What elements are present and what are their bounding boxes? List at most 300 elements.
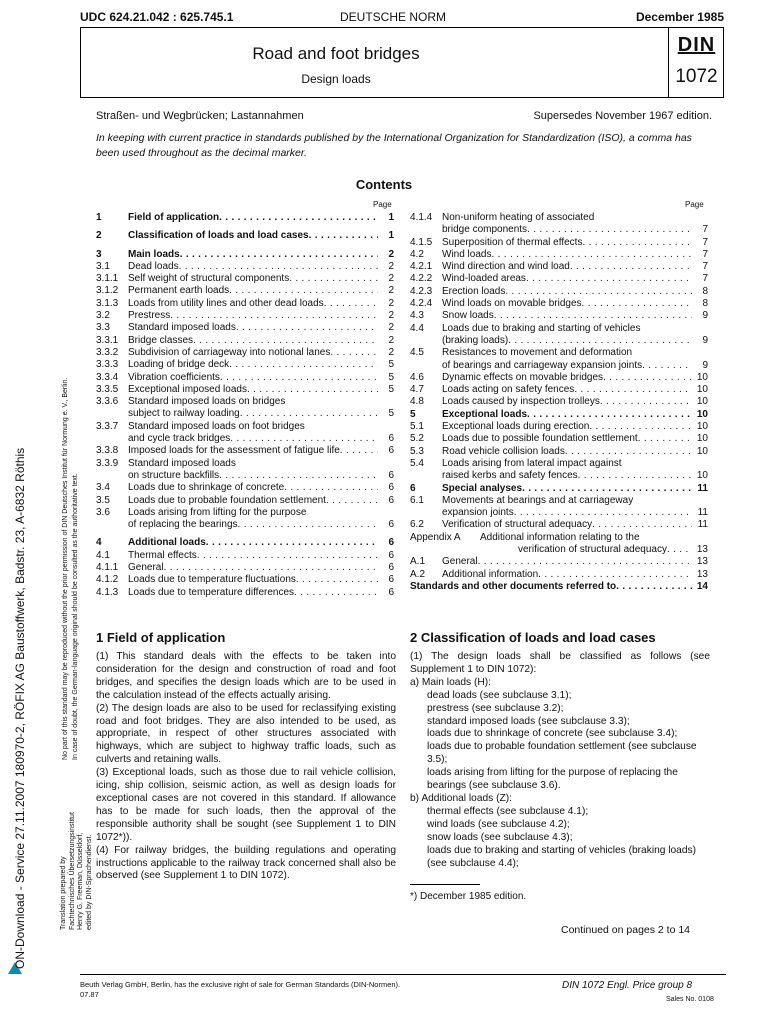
- toc-entry: [410, 298, 708, 310]
- toc-entry-title: Movements at bearings and at carriageway: [442, 494, 634, 506]
- toc-entry-page: 11: [697, 482, 708, 494]
- toc-entry-number: 6.2: [410, 519, 424, 531]
- main-loads-list: [410, 690, 710, 793]
- toc-dot-leader: [247, 384, 378, 396]
- toc-entry: [410, 212, 708, 224]
- toc-entry: [410, 286, 708, 298]
- toc-entry-number: 4.2.2: [410, 273, 433, 285]
- toc-entry-title: Loading of bridge deck: [128, 359, 230, 371]
- toc-entry-title: Loads due to temperature fluctuations: [128, 574, 296, 586]
- toc-entry-number: 4.8: [410, 396, 424, 408]
- toc-entry-number: 3.1.3: [96, 297, 119, 309]
- footnote: *) December 1985 edition.: [410, 891, 527, 902]
- toc-entry-title: Loads due to possible foundation settlement: [442, 433, 638, 445]
- toc-dot-leader: [240, 408, 378, 420]
- section-1: [96, 630, 396, 883]
- section-1-heading: 1 Field of application: [96, 630, 226, 645]
- footer-rule: [80, 974, 726, 975]
- toc-entry-page: 7: [702, 236, 708, 248]
- load-list-item: loads due to braking and starting of vehicles (braking loads) (see subclause 4.4);: [427, 844, 696, 869]
- document-subtitle: Design loads: [301, 72, 371, 86]
- toc-entry-number: 4.2.4: [410, 298, 433, 310]
- translation-note: [60, 812, 94, 930]
- toc-dot-leader: [170, 310, 378, 322]
- toc-entry-title: Loads caused by inspection trolleys: [442, 396, 600, 408]
- toc-entry: [96, 335, 394, 347]
- toc-entry: [96, 550, 394, 562]
- toc-dot-leader: [522, 483, 692, 495]
- toc-entry-title: Snow loads: [442, 310, 494, 322]
- toc-entry-title: Loads due to temperature differences: [128, 586, 295, 598]
- toc-entry-page: 11: [697, 507, 708, 519]
- toc-entry-title: (braking loads): [442, 334, 509, 346]
- toc-entry-page: 7: [702, 224, 708, 236]
- toc-entry-title: Wind loads on movable bridges: [442, 298, 582, 310]
- toc-dot-leader: [527, 409, 692, 421]
- toc-entry-page: 5: [388, 383, 394, 395]
- toc-entry-page: 6: [388, 469, 394, 481]
- toc-entry-title: Standard imposed loads: [128, 322, 236, 334]
- toc-entry-page: 6: [388, 445, 394, 457]
- toc-entry: [410, 261, 708, 273]
- toc-entry-title: Exceptional loads during erection: [442, 421, 590, 433]
- toc-entry: [96, 285, 394, 297]
- toc-entry: [410, 519, 708, 531]
- footer-code: 07.87: [80, 990, 99, 999]
- toc-dot-leader: [340, 445, 378, 457]
- toc-entry-number: 3.1: [96, 260, 110, 272]
- toc-entry: [410, 409, 708, 421]
- toc-entry-page: 11: [697, 519, 708, 531]
- toc-dot-leader: [565, 446, 692, 458]
- toc-entry-title: Standard imposed loads: [128, 457, 236, 469]
- section-1-para-4: (4) For railway bridges, the building regulations and operating instructions applicable to the railway track concerned shall also be observed (see Supplement 1 to DIN 1072).: [96, 844, 396, 882]
- load-list-item: thermal effects (see subclause 4.1);: [427, 805, 589, 817]
- toc-entry-page: 10: [696, 421, 708, 433]
- toc-entry-title: Non-uniform heating of associated: [442, 212, 595, 223]
- toc-entry-page: 6: [388, 433, 394, 445]
- toc-entry-page: 13: [696, 544, 708, 556]
- toc-entry: [96, 433, 394, 445]
- toc-entry-number: 6: [410, 482, 416, 494]
- toc-entry-number: 3.1.2: [96, 285, 119, 297]
- toc-entry: [96, 507, 394, 519]
- toc-entry-title: Subdivision of carriageway into notional lanes: [128, 346, 331, 358]
- toc-entry-page: 2: [388, 285, 394, 297]
- toc-dot-leader: [570, 261, 692, 273]
- toc-entry: [410, 446, 708, 458]
- toc-entry-page: 10: [696, 445, 708, 457]
- toc-entry-page: 10: [696, 470, 708, 482]
- toc-entry: [96, 495, 394, 507]
- toc-entry-number: 5.2: [410, 433, 424, 445]
- toc-entry: [410, 384, 708, 396]
- toc-entry: [96, 384, 394, 396]
- toc-entry-title: Special analyses: [442, 482, 523, 494]
- toc-entry-title: Self weight of structural components: [128, 273, 290, 285]
- toc-entry-page: 1: [388, 230, 394, 242]
- toc-entry-page: 2: [388, 248, 394, 260]
- toc-entry-page: 13: [696, 556, 708, 568]
- toc-entry-title: Wind-loaded areas: [442, 273, 526, 285]
- document-title: Road and foot bridges: [252, 44, 420, 63]
- toc-entry-number: [96, 519, 128, 531]
- footer-din-price: DIN 1072 Engl. Price group 8: [562, 980, 693, 991]
- toc-entry-page: 10: [696, 408, 708, 420]
- toc-dot-leader: [526, 273, 692, 285]
- toc-dot-leader: [219, 470, 378, 482]
- toc-entry: [96, 261, 394, 273]
- toc-entry: [410, 421, 708, 433]
- toc-dot-leader: [527, 224, 692, 236]
- toc-entry: [410, 458, 708, 470]
- toc-entry: [96, 408, 394, 420]
- toc-dot-leader: [478, 556, 692, 568]
- german-title: Straßen- und Wegbrücken; Lastannahmen: [96, 110, 304, 122]
- toc-dot-leader: [193, 335, 378, 347]
- toc-dot-leader: [294, 587, 378, 599]
- sales-number: Sales No. 0108: [666, 996, 714, 1003]
- toc-entry: [96, 562, 394, 574]
- toc-entry-page: 6: [388, 574, 394, 586]
- toc-entry: [410, 335, 708, 347]
- toc-entry-number: 4.1.2: [96, 574, 119, 586]
- toc-entry-page: 8: [702, 285, 708, 297]
- footer-publisher: [80, 980, 400, 1000]
- load-list-item: loads due to shrinkage of concrete (see subclause 3.4);: [427, 728, 678, 740]
- toc-entry-page: 1: [388, 212, 394, 223]
- toc-entry: [96, 519, 394, 531]
- toc-entry-number: [410, 335, 442, 347]
- toc-entry-page: 2: [388, 310, 394, 322]
- toc-entry-number: 3: [96, 248, 102, 260]
- toc-entry: [96, 212, 394, 224]
- toc-entry-title: Verification of structural adequacy: [442, 519, 593, 531]
- toc-entry-title: Vibration coefficients: [128, 371, 220, 383]
- toc-entry-title: verification of structural adequacy: [518, 544, 667, 556]
- toc-entry-title: Wind loads: [442, 248, 492, 260]
- toc-dot-leader: [326, 495, 378, 507]
- toc-entry-page: 10: [696, 396, 708, 408]
- page-column-label-left: Page: [373, 200, 392, 209]
- toc-entry: [410, 470, 708, 482]
- toc-entry-page: 10: [696, 371, 708, 383]
- toc-entry-title: Resistances to movement and deformation: [442, 347, 633, 359]
- toc-entry-number: [410, 507, 442, 519]
- footnote-rule: [410, 884, 480, 885]
- toc-entry-page: 6: [388, 586, 394, 598]
- toc-entry: [96, 298, 394, 310]
- toc-entry: [96, 421, 394, 433]
- additional-loads-list: [410, 806, 710, 871]
- toc-entry-title: Dynamic effects on movable bridges: [442, 371, 604, 383]
- toc-entry: [410, 544, 708, 556]
- toc-left-column: [96, 212, 394, 599]
- toc-entry-page: 7: [702, 261, 708, 273]
- toc-entry: [410, 273, 708, 285]
- toc-entry: [410, 249, 708, 261]
- toc-entry-number: 5: [410, 408, 416, 420]
- toc-entry-title: Dead loads: [128, 260, 179, 272]
- contents-heading: Contents: [355, 177, 413, 192]
- toc-entry: [410, 347, 708, 359]
- toc-entry-page: 8: [702, 298, 708, 310]
- toc-entry-title: Additional information relating to the: [480, 531, 640, 543]
- toc-entry-number: 4.1.4: [410, 212, 433, 223]
- toc-entry-number: 4.7: [410, 384, 424, 396]
- toc-dot-leader: [197, 550, 378, 562]
- toc-entry-page: 2: [388, 297, 394, 309]
- norm-label: DEUTSCHE NORM: [340, 10, 447, 24]
- toc-entry-page: 2: [388, 334, 394, 346]
- toc-entry-title: Bridge classes: [128, 334, 194, 346]
- toc-entry: [410, 483, 708, 495]
- toc-entry: [410, 396, 708, 408]
- toc-entry-title: General: [128, 562, 164, 574]
- decimal-marker-note: In keeping with current practice in standards published by the International Organization for Standardization (ISO), a comma has been used throughout as the decimal marker.: [96, 132, 692, 159]
- toc-entry-number: 1: [96, 212, 102, 223]
- toc-entry-page: 2: [388, 273, 394, 285]
- toc-entry-number: 3.5: [96, 494, 110, 506]
- toc-entry: [96, 396, 394, 408]
- toc-entry-page: 7: [702, 273, 708, 285]
- toc-entry-page: 6: [388, 549, 394, 561]
- toc-entry-title: Exceptional imposed loads: [128, 383, 247, 395]
- toc-dot-leader: [220, 372, 378, 384]
- toc-entry-number: 4.1.1: [96, 562, 119, 574]
- toc-dot-leader: [638, 433, 692, 445]
- toc-entry-title: Additional loads: [128, 537, 206, 549]
- toc-entry-number: [410, 360, 442, 372]
- load-list-item: loads arising from lifting for the purpose of replacing the bearings (see subclause 3.6).: [427, 767, 678, 792]
- toc-entry-number: [96, 433, 128, 445]
- toc-entry-title: expansion joints: [442, 507, 514, 519]
- section-1-para-1: (1) This standard deals with the effects to be taken into consideration for the design and construction of road and foot bridges, and specifies the design loads which are to be used in the calculation instead of the effects actually arising.: [96, 651, 396, 701]
- toc-entry-title: Prestress: [128, 310, 171, 322]
- toc-dot-leader: [600, 396, 692, 408]
- toc-dot-leader: [578, 470, 692, 482]
- toc-dot-leader: [667, 544, 692, 556]
- toc-entry: [96, 458, 394, 470]
- toc-entry-title: Loads due to braking and starting of vehicles: [442, 322, 641, 334]
- supersedes-note: Supersedes November 1967 edition.: [533, 110, 712, 122]
- din-number: 1072: [675, 66, 718, 87]
- toc-entry-title: Superposition of thermal effects: [442, 236, 583, 248]
- load-list-item: prestress (see subclause 3.2);: [427, 702, 564, 714]
- load-list-item: standard imposed loads (see subclause 3.3);: [427, 715, 630, 727]
- main-loads-label: a) Main loads (H):: [410, 676, 491, 688]
- toc-entry-title: Standard imposed loads on foot bridges: [128, 420, 305, 432]
- toc-entry-title: and cycle track bridges: [128, 433, 231, 445]
- toc-entry-title: Standards and other documents referred to: [410, 580, 617, 592]
- toc-entry-title: on structure backfills: [128, 469, 220, 481]
- page-column-label-right: Page: [685, 200, 704, 209]
- toc-entry: [410, 569, 708, 581]
- toc-entry-title: Thermal effects: [128, 549, 197, 561]
- toc-entry-page: 5: [388, 359, 394, 371]
- toc-entry-page: 2: [388, 322, 394, 334]
- toc-entry-page: 10: [696, 433, 708, 445]
- section-2-intro: (1) The design loads shall be classified as follows (see Supplement 1 to DIN 1072):: [410, 651, 710, 675]
- toc-dot-leader: [330, 347, 378, 359]
- copyright-note-2: In case of doubt, the German-language original should be consulted as the authoritative text.: [72, 473, 79, 760]
- download-service-note: ON-Download - Service 27.11.2007 180970-2, RÖFIX AG Baustoffwerk, Badstr. 23, A-6832 Röthis: [13, 447, 27, 969]
- toc-entry-number: Appendix A: [410, 531, 461, 543]
- translation-line-3: Henry G. Freeman, Düsseldorf,: [77, 832, 84, 930]
- section-1-para-2: (2) The design loads are also to be used for reclassifying existing road and foot bridges. They are also intended to be used, as appropriate, in respect of other structures associated with highways, which are subject to highway traffic loads, such as culverts and retaining walls.: [96, 702, 396, 766]
- toc-dot-leader: [494, 310, 692, 322]
- load-list-item: dead loads (see subclause 3.1);: [427, 689, 572, 701]
- toc-entry: [96, 310, 394, 322]
- toc-entry-number: 4.2.1: [410, 261, 433, 273]
- continued-note: Continued on pages 2 to 14: [561, 924, 691, 936]
- toc-entry: [410, 433, 708, 445]
- toc-entry-number: 3.3.9: [96, 457, 119, 469]
- load-list-item: loads due to probable foundation settlement (see subclause 3.5);: [427, 741, 697, 766]
- toc-entry-page: 2: [388, 346, 394, 358]
- toc-entry-page: 7: [702, 248, 708, 260]
- toc-entry-number: A.1: [410, 556, 426, 568]
- toc-entry: [410, 237, 708, 249]
- toc-entry: [410, 323, 708, 335]
- section-2: [410, 630, 710, 870]
- toc-entry: [96, 322, 394, 334]
- toc-entry: [96, 347, 394, 359]
- toc-entry: [410, 556, 708, 568]
- toc-entry-page: 6: [388, 537, 394, 549]
- toc-dot-leader: [574, 384, 692, 396]
- toc-entry: [96, 249, 394, 261]
- toc-right-column: [410, 212, 708, 593]
- toc-entry-number: 2: [96, 230, 102, 242]
- load-list-item: snow loads (see subclause 4.3);: [427, 831, 573, 843]
- toc-entry-title: Permanent earth loads: [128, 285, 230, 297]
- toc-entry-number: [96, 408, 128, 420]
- toc-entry-number: 3.1.1: [96, 273, 119, 285]
- toc-dot-leader: [179, 261, 378, 273]
- toc-entry: [410, 224, 708, 236]
- toc-entry-number: 6.1: [410, 494, 424, 506]
- udc-code: UDC 624.21.042 : 625.745.1: [80, 10, 234, 24]
- toc-dot-leader: [491, 249, 692, 261]
- toc-entry-number: 5.3: [410, 445, 424, 457]
- translation-line-1: Translation prepared by: [60, 856, 67, 930]
- toc-dot-leader: [296, 574, 378, 586]
- toc-dot-leader: [616, 581, 692, 593]
- issue-date: December 1985: [635, 10, 724, 24]
- toc-entry-number: 5.4: [410, 457, 424, 469]
- toc-entry-page: 10: [696, 384, 708, 396]
- additional-loads-label: b) Additional loads (Z):: [410, 792, 512, 804]
- toc-entry-title: Classification of loads and load cases: [128, 230, 309, 242]
- toc-entry-page: 5: [388, 371, 394, 383]
- toc-entry: [96, 574, 394, 586]
- toc-entry: [96, 445, 394, 457]
- toc-entry: [410, 581, 708, 593]
- toc-entry-number: 4.5: [410, 347, 424, 359]
- toc-entry-title: Exceptional loads: [442, 408, 528, 420]
- toc-dot-leader: [206, 537, 378, 549]
- section-2-heading: 2 Classification of loads and load cases: [410, 630, 656, 645]
- toc-entry: [410, 532, 708, 544]
- translation-line-2: Fachtechnisches Übersetzungsinstitut: [68, 812, 76, 930]
- toc-entry-title: Loads due to shrinkage of concrete: [128, 482, 285, 494]
- toc-entry-number: A.2: [410, 568, 426, 580]
- load-list-item: wind loads (see subclause 4.2);: [427, 818, 570, 830]
- toc-entry-number: 4.1: [96, 549, 110, 561]
- toc-entry-page: 9: [702, 310, 708, 322]
- publisher-note: Beuth Verlag GmbH, Berlin, has the exclusive right of sale for German Standards (DIN-Normen).: [80, 980, 401, 989]
- toc-dot-leader: [229, 285, 378, 297]
- toc-entry-title: Loads arising from lateral impact against: [442, 457, 622, 469]
- toc-entry-number: 3.3.6: [96, 396, 119, 408]
- din-logo: DIN: [677, 34, 716, 56]
- toc-dot-leader: [309, 230, 378, 242]
- toc-entry-page: 6: [388, 494, 394, 506]
- toc-dot-leader: [592, 519, 692, 531]
- toc-entry-number: 3.4: [96, 482, 110, 494]
- toc-entry: [96, 587, 394, 599]
- toc-entry: [410, 495, 708, 507]
- translation-line-4: edited by DIN-Sprachendienst.: [85, 834, 93, 930]
- toc-entry-number: 4.4: [410, 322, 424, 334]
- toc-entry-title: Main loads: [128, 248, 180, 260]
- toc-entry-number: 3.6: [96, 506, 110, 518]
- toc-entry-number: 3.3.3: [96, 359, 119, 371]
- toc-dot-leader: [538, 569, 692, 581]
- toc-entry-number: [410, 470, 442, 482]
- toc-entry-number: 5.1: [410, 421, 424, 433]
- toc-entry-title: Wind direction and wind load: [442, 261, 570, 273]
- toc-dot-leader: [324, 298, 378, 310]
- toc-entry-number: [410, 224, 442, 236]
- toc-entry: [96, 470, 394, 482]
- toc-entry: [410, 310, 708, 322]
- toc-entry: [96, 482, 394, 494]
- toc-entry: [96, 273, 394, 285]
- toc-entry-page: 13: [696, 568, 708, 580]
- toc-entry: [410, 507, 708, 519]
- toc-dot-leader: [589, 421, 692, 433]
- toc-entry: [96, 230, 394, 242]
- toc-entry-title: Erection loads: [442, 285, 506, 297]
- toc-entry-title: bridge components: [442, 224, 528, 236]
- toc-entry: [96, 359, 394, 371]
- toc-dot-leader: [219, 212, 378, 224]
- toc-entry-number: 3.3.4: [96, 371, 119, 383]
- toc-entry-title: Standard imposed loads on bridges: [128, 396, 286, 408]
- toc-entry-title: Field of application: [128, 212, 220, 223]
- toc-entry-number: 4.2.3: [410, 285, 433, 297]
- toc-entry-page: 14: [696, 580, 708, 592]
- toc-dot-leader: [508, 335, 692, 347]
- toc-entry-title: Loads arising from lifting for the purpose: [128, 506, 307, 518]
- toc-entry-page: 9: [702, 334, 708, 346]
- toc-entry-number: 4.3: [410, 310, 424, 322]
- toc-dot-leader: [289, 273, 378, 285]
- toc-entry-title: of replacing the bearings: [128, 519, 238, 531]
- toc-dot-leader: [603, 372, 692, 384]
- toc-entry-number: 3.3.1: [96, 334, 119, 346]
- toc-entry-page: 6: [388, 482, 394, 494]
- toc-entry-page: 9: [702, 359, 708, 371]
- toc-entry-title: Additional information: [442, 568, 539, 580]
- toc-entry-page: 5: [388, 408, 394, 420]
- toc-dot-leader: [164, 562, 378, 574]
- toc-entry-number: [410, 544, 442, 556]
- toc-entry-title: Loads due to probable foundation settlement: [128, 494, 326, 506]
- toc-entry-page: 2: [388, 260, 394, 272]
